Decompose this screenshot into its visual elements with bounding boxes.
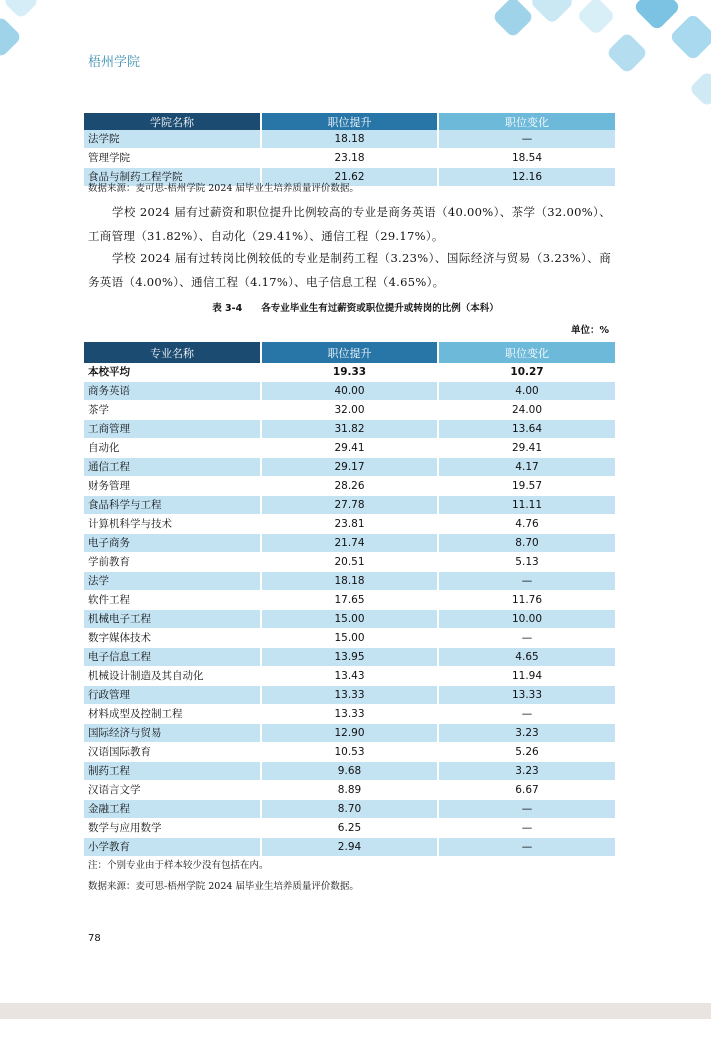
cell: 6.67 <box>438 781 615 800</box>
cell: 8.70 <box>261 800 438 819</box>
cell: 13.95 <box>261 648 438 667</box>
cell: 15.00 <box>261 629 438 648</box>
cell: 制药工程 <box>84 762 261 781</box>
table-row <box>84 800 615 819</box>
table-row <box>84 610 615 629</box>
header-title: 梧州学院 <box>88 55 141 70</box>
cell: 5.13 <box>438 553 615 572</box>
table-row <box>84 553 615 572</box>
page-number: 78 <box>88 933 101 944</box>
cell: 20.51 <box>261 553 438 572</box>
cell: 4.00 <box>438 382 615 401</box>
table-row <box>84 762 615 781</box>
cell: 材料成型及控制工程 <box>84 705 261 724</box>
cell: 电子信息工程 <box>84 648 261 667</box>
paragraph: 学校 2024 届有过薪资和职位提升比例较高的专业是商务英语（40.00%）、茶学（32.00%）、工商管理（31.82%）、自动化（29.41%）、通信工程（29.17%）。 <box>88 205 611 243</box>
cell: 小学教育 <box>84 838 261 857</box>
table-row <box>84 686 615 705</box>
cell: 11.94 <box>438 667 615 686</box>
cell: — <box>438 819 615 838</box>
cell: 数字媒体技术 <box>84 629 261 648</box>
cell: 通信工程 <box>84 458 261 477</box>
cell: 机械设计制造及其自动化 <box>84 667 261 686</box>
table-caption: 表 3-4 各专业毕业生有过薪资或职位提升或转岗的比例（本科） <box>212 303 499 314</box>
cell: — <box>438 838 615 857</box>
cell: 17.65 <box>261 591 438 610</box>
decoration-diamond <box>633 0 681 31</box>
data-source-note: 数据来源：麦可思-梧州学院 2024 届毕业生培养质量评价数据。 <box>88 183 359 194</box>
cell: 法学 <box>84 572 261 591</box>
decoration-diamond <box>0 16 22 58</box>
cell: — <box>438 705 615 724</box>
cell: 15.00 <box>261 610 438 629</box>
cell: 18.18 <box>261 130 438 149</box>
cell: 11.11 <box>438 496 615 515</box>
cell: 数学与应用数学 <box>84 819 261 838</box>
decoration-diamond <box>669 13 711 61</box>
cell: 软件工程 <box>84 591 261 610</box>
cell: 管理学院 <box>84 149 261 168</box>
average-row <box>84 363 615 382</box>
table-row <box>84 629 615 648</box>
cell: 4.17 <box>438 458 615 477</box>
cell: 12.90 <box>261 724 438 743</box>
table-row <box>84 149 615 168</box>
cell: 29.41 <box>261 439 438 458</box>
table-row <box>84 743 615 762</box>
cell: 24.00 <box>438 401 615 420</box>
cell: 3.23 <box>438 762 615 781</box>
table-row <box>84 420 615 439</box>
cell: 3.23 <box>438 724 615 743</box>
cell: 10.27 <box>438 363 615 382</box>
cell: 21.62 <box>261 168 438 187</box>
table-row <box>84 382 615 401</box>
footer-bar <box>0 1003 711 1019</box>
cell: 28.26 <box>261 477 438 496</box>
cell: 汉语言文学 <box>84 781 261 800</box>
cell: 13.33 <box>261 686 438 705</box>
cell: 13.64 <box>438 420 615 439</box>
cell: 40.00 <box>261 382 438 401</box>
cell: 31.82 <box>261 420 438 439</box>
column-header: 职位提升 <box>261 342 438 363</box>
cell: 29.41 <box>438 439 615 458</box>
table-row <box>84 667 615 686</box>
table-row <box>84 401 615 420</box>
decoration-diamond <box>689 71 711 108</box>
cell: 法学院 <box>84 130 261 149</box>
decoration-diamond <box>3 0 40 19</box>
cell: 8.89 <box>261 781 438 800</box>
cell: 工商管理 <box>84 420 261 439</box>
table-row <box>84 819 615 838</box>
cell: — <box>438 572 615 591</box>
table-row <box>84 572 615 591</box>
cell: 13.33 <box>261 705 438 724</box>
cell: 32.00 <box>261 401 438 420</box>
cell: 机械电子工程 <box>84 610 261 629</box>
table-header-row <box>84 342 615 363</box>
cell: — <box>438 800 615 819</box>
table-row <box>84 477 615 496</box>
decoration-diamond <box>529 0 574 25</box>
cell: 商务英语 <box>84 382 261 401</box>
table-row <box>84 130 615 149</box>
cell: 汉语国际教育 <box>84 743 261 762</box>
table-row <box>84 439 615 458</box>
cell: — <box>438 629 615 648</box>
table-row <box>84 724 615 743</box>
column-header: 职位提升 <box>261 113 438 130</box>
cell: 29.17 <box>261 458 438 477</box>
cell: 18.54 <box>438 149 615 168</box>
data-source-note: 数据来源：麦可思-梧州学院 2024 届毕业生培养质量评价数据。 <box>88 881 359 892</box>
cell: 4.76 <box>438 515 615 534</box>
cell: 23.18 <box>261 149 438 168</box>
cell: 食品科学与工程 <box>84 496 261 515</box>
decoration-diamond <box>492 0 534 38</box>
cell: 13.33 <box>438 686 615 705</box>
table-row <box>84 705 615 724</box>
table-row <box>84 838 615 857</box>
table-row <box>84 648 615 667</box>
column-header: 专业名称 <box>84 342 261 363</box>
cell: 12.16 <box>438 168 615 187</box>
cell: 19.33 <box>261 363 438 382</box>
cell: 茶学 <box>84 401 261 420</box>
cell: 本校平均 <box>84 363 261 382</box>
cell: 财务管理 <box>84 477 261 496</box>
cell: 19.57 <box>438 477 615 496</box>
cell: 行政管理 <box>84 686 261 705</box>
table-row <box>84 458 615 477</box>
cell: 国际经济与贸易 <box>84 724 261 743</box>
cell: 9.68 <box>261 762 438 781</box>
table-note: 注：个别专业由于样本较少没有包括在内。 <box>88 860 269 871</box>
cell: 10.00 <box>438 610 615 629</box>
cell: 8.70 <box>438 534 615 553</box>
cell: 27.78 <box>261 496 438 515</box>
table-row <box>84 534 615 553</box>
table-row <box>84 591 615 610</box>
unit-label: 单位：% <box>570 325 609 336</box>
cell: 电子商务 <box>84 534 261 553</box>
decoration-diamond <box>576 0 616 36</box>
cell: 11.76 <box>438 591 615 610</box>
cell: 金融工程 <box>84 800 261 819</box>
paragraph: 学校 2024 届有过转岗比例较低的专业是制药工程（3.23%）、国际经济与贸易（3.23%）、商务英语（4.00%）、通信工程（4.17%）、电子信息工程（4.65%）。 <box>88 251 611 289</box>
cell: — <box>438 130 615 149</box>
cell: 13.43 <box>261 667 438 686</box>
table-header-row <box>84 113 615 130</box>
cell: 21.74 <box>261 534 438 553</box>
column-header: 学院名称 <box>84 113 261 130</box>
cell: 18.18 <box>261 572 438 591</box>
decoration-diamond <box>606 32 648 74</box>
cell: 6.25 <box>261 819 438 838</box>
table-row <box>84 496 615 515</box>
cell: 4.65 <box>438 648 615 667</box>
cell: 计算机科学与技术 <box>84 515 261 534</box>
cell: 学前教育 <box>84 553 261 572</box>
cell: 10.53 <box>261 743 438 762</box>
cell: 自动化 <box>84 439 261 458</box>
column-header: 职位变化 <box>438 113 615 130</box>
cell: 食品与制药工程学院 <box>84 168 261 187</box>
cell: 2.94 <box>261 838 438 857</box>
column-header: 职位变化 <box>438 342 615 363</box>
cell: 5.26 <box>438 743 615 762</box>
table-row <box>84 781 615 800</box>
cell: 23.81 <box>261 515 438 534</box>
college-table <box>84 113 615 187</box>
table-row <box>84 515 615 534</box>
major-table <box>84 342 615 857</box>
